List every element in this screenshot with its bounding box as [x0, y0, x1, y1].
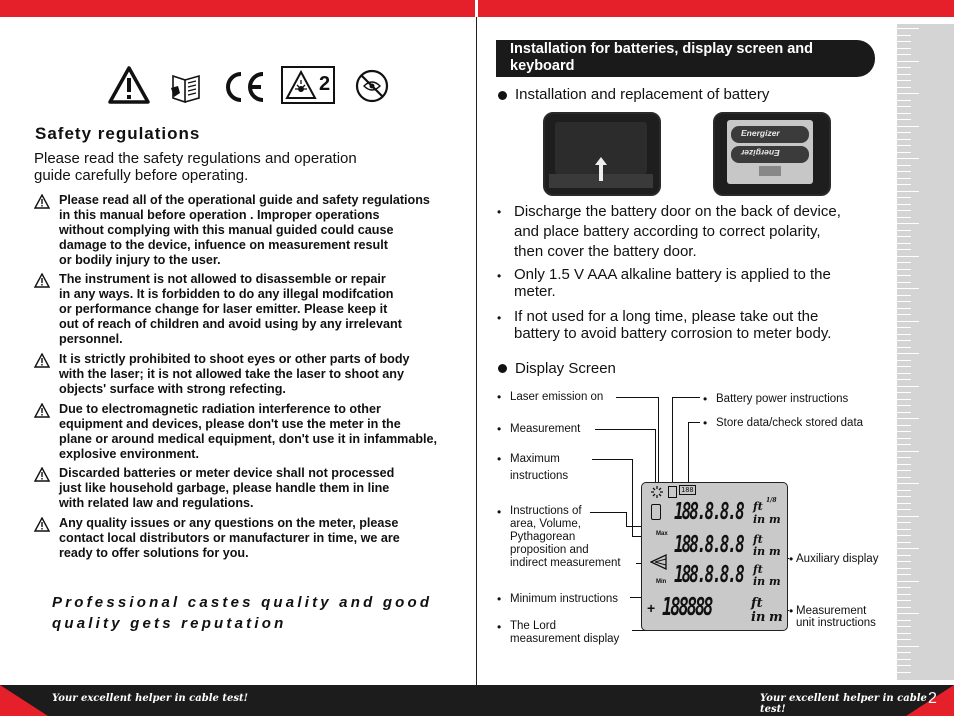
ruler-tick [897, 61, 919, 62]
ruler-tick [897, 126, 919, 127]
banner-line: Installation for batteries, display screen and [510, 41, 813, 57]
ruler-tick [897, 516, 919, 517]
ruler-tick [897, 652, 911, 653]
regulation-line: Due to electromagnetic radiation interference to other [59, 402, 381, 416]
ruler-tick [897, 633, 911, 634]
unit-ft: ft [753, 500, 763, 513]
callout-line: The Lord [510, 620, 557, 632]
ruler-tick [897, 542, 911, 543]
ruler-tick [897, 594, 911, 595]
ruler-tick [897, 620, 911, 621]
regulation-line: Any quality issues or any questions on the meter, please [59, 516, 399, 530]
ruler-tick [897, 574, 911, 575]
ruler-tick [897, 152, 911, 153]
measurement-reference-icon [651, 504, 661, 520]
ruler-tick [897, 535, 911, 536]
bullet: • [497, 422, 502, 436]
step-line: meter. [514, 283, 556, 300]
ruler-tick [897, 425, 911, 426]
ruler-tick [897, 672, 911, 673]
lcd-main-digits: 188888 [662, 593, 712, 622]
step-line: Discharge the battery door on the back of device, [514, 203, 841, 220]
ruler-tick [897, 477, 911, 478]
bullet: • [789, 552, 794, 566]
step-line: If not used for a long time, please take out the [514, 308, 819, 325]
regulation-line: plane or around medical equipment, don't use it in infammable, [59, 432, 438, 446]
ruler-tick [897, 171, 911, 172]
ruler-tick [897, 347, 911, 348]
regulation-line: damage to the device, infuence on measurement result [59, 238, 388, 252]
ruler-tick [897, 301, 911, 302]
battery-heading: Installation and replacement of battery [515, 86, 770, 103]
bottom-left-red-corner [0, 685, 48, 716]
bullet-dot [498, 364, 507, 373]
step-line: then cover the battery door. [514, 243, 697, 260]
regulation-line: equipment and devices, please don't use the meter in the [59, 417, 401, 431]
ruler-tick [897, 470, 911, 471]
ruler-tick [897, 74, 911, 75]
ce-mark-icon [222, 70, 266, 109]
ruler-tick [897, 87, 911, 88]
ruler-tick [897, 314, 911, 315]
ruler-tick [897, 340, 911, 341]
battery-step [514, 308, 831, 342]
ruler-tick [897, 204, 911, 205]
ruler-tick [897, 139, 911, 140]
intro-line: Please read the safety regulations and operation [34, 150, 357, 167]
callout-line: measurement display [510, 633, 620, 645]
lcd-row-1-digits: 188.8.8.8 [674, 497, 743, 525]
regulation-line: It is strictly prohibited to shoot eyes or other parts of body [59, 352, 410, 366]
laser-emission-icon [650, 485, 664, 504]
callout-lord [510, 620, 619, 646]
caution-icon [34, 403, 50, 423]
safety-regulation [59, 516, 400, 561]
ruler-tick [897, 178, 911, 179]
ruler-tick [897, 288, 919, 289]
bullet: • [789, 604, 794, 618]
regulation-line: contact local distributors or manufacturer in time, we are [59, 531, 400, 545]
regulation-line: or performance change for laser emitter. Please keep it [59, 302, 388, 316]
ruler-tick [897, 665, 911, 666]
ruler-tick [897, 321, 919, 322]
warning-triangle-icon [108, 66, 150, 109]
battery-compartment-photo [713, 112, 831, 196]
ruler-tick [897, 106, 911, 107]
ruler-tick [897, 308, 911, 309]
ruler-tick [897, 48, 911, 49]
no-eye-exposure-icon [355, 69, 389, 108]
unit-m: m [769, 513, 781, 526]
ruler-tick [897, 366, 911, 367]
callout-unit [796, 605, 876, 629]
arrow-up-icon [594, 156, 608, 187]
battery-door-photo [543, 112, 661, 196]
regulation-line: or bodily injury to the user. [59, 253, 221, 267]
bullet: • [497, 269, 502, 283]
ruler-tick [897, 158, 919, 159]
callout-line: Measurement [796, 605, 867, 617]
ruler-tick [897, 35, 911, 36]
ruler-tick [897, 295, 911, 296]
ruler-tick [897, 256, 919, 257]
ruler-tick [897, 522, 911, 523]
caution-icon [34, 194, 50, 214]
ruler-tick [897, 464, 911, 465]
footer-slogan-right: Your excellent helper in cable test! [760, 693, 927, 715]
ruler-tick [897, 119, 911, 120]
ruler-tick [897, 269, 911, 270]
laser-class-number: 2 [319, 73, 331, 95]
callout-laser: Laser emission on [510, 391, 604, 403]
ruler-tick [897, 282, 911, 283]
ruler-tick [897, 223, 919, 224]
unit-in: in [753, 545, 766, 558]
callout-line: Pythagorean [510, 531, 576, 543]
ruler-tick [897, 373, 911, 374]
min-label: Min [656, 579, 667, 585]
store-counter: 188 [681, 486, 694, 494]
ruler-tick [897, 490, 911, 491]
intro-line: guide carefully before operating. [34, 167, 249, 184]
safety-regulation [59, 193, 430, 268]
bullet: • [497, 311, 502, 325]
bullet: • [497, 620, 502, 634]
battery-cell [731, 126, 809, 143]
read-manual-icon [169, 70, 203, 109]
battery-brand: Energizer [741, 148, 780, 158]
ruler-tick [897, 262, 911, 263]
callout-line: unit instructions [796, 617, 876, 629]
callout-instructions [510, 505, 621, 570]
ruler-tick [897, 28, 919, 29]
battery-cell [731, 146, 809, 163]
callout-battery-power: Battery power instructions [716, 393, 849, 405]
ruler-tick [897, 613, 919, 614]
plus-sign: + [647, 600, 656, 616]
caution-icon [34, 273, 50, 293]
quality-slogan [52, 592, 432, 634]
slogan-line: quality gets reputation [52, 615, 287, 632]
unit-in: in [753, 513, 766, 526]
ruler-tick [897, 496, 911, 497]
ruler-tick [897, 555, 911, 556]
ruler-tick [897, 217, 911, 218]
step-line: battery to avoid battery corrosion to meter body. [514, 325, 832, 342]
ruler-tick [897, 113, 911, 114]
bullet: • [497, 390, 502, 404]
lcd-row-3-digits: 188.8.8.8 [674, 560, 743, 588]
unit-ft: ft [751, 596, 763, 611]
page-divider [476, 17, 477, 685]
banner-line: keyboard [510, 58, 575, 74]
ruler-tick [897, 412, 911, 413]
lcd-display [641, 482, 788, 631]
display-heading: Display Screen [515, 360, 616, 377]
callout-line: Instructions of [510, 505, 582, 517]
ruler-tick [897, 639, 911, 640]
unit-m: m [769, 545, 781, 558]
ruler-tick [897, 243, 911, 244]
ruler-tick [897, 275, 911, 276]
ruler-tick [897, 327, 911, 328]
bullet: • [497, 452, 502, 466]
section-banner [496, 40, 875, 77]
regulation-line: in this manual before operation . Improper operations [59, 208, 380, 222]
ruler-tick [897, 509, 911, 510]
ruler-tick [897, 210, 911, 211]
unit-fraction: 1/8 [766, 497, 777, 504]
ruler-tick [897, 503, 911, 504]
safety-regulation [59, 466, 394, 511]
ruler-tick [897, 444, 911, 445]
ruler-tick [897, 646, 919, 647]
footer-slogan-left: Your excellent helper in cable test! [52, 693, 248, 704]
ruler-tick [897, 334, 911, 335]
ruler-tick [897, 431, 911, 432]
regulation-line: with related law and regulations. [59, 496, 254, 510]
ruler-tick [897, 379, 911, 380]
ruler-tick [897, 451, 919, 452]
ruler-tick [897, 587, 911, 588]
regulation-line: without complying with this manual guided could cause [59, 223, 394, 237]
callout-line: indirect measurement [510, 557, 621, 569]
ruler-tick [897, 353, 919, 354]
laser-class-badge [281, 66, 335, 104]
callout-line: Maximum [510, 453, 560, 465]
safety-regulation [59, 402, 437, 462]
ruler-tick [897, 145, 911, 146]
ruler-tick [897, 191, 919, 192]
unit-m: m [769, 575, 781, 588]
callout-line: proposition and [510, 544, 589, 556]
bullet: • [497, 505, 502, 519]
ruler-tick [897, 529, 911, 530]
ruler-tick [897, 54, 911, 55]
regulation-line: with the laser; it is not allowed take the laser to shoot any [59, 367, 404, 381]
callout-line: instructions [510, 470, 569, 482]
step-line: Only 1.5 V AAA alkaline battery is applied to the [514, 266, 831, 283]
regulation-line: in any ways. It is forbidden to do any illegal modifcation [59, 287, 394, 301]
callout-line: area, Volume, [510, 518, 581, 530]
bullet: • [497, 205, 502, 219]
ruler-tick [897, 626, 911, 627]
unit-in: in [751, 610, 766, 625]
ruler-tick [897, 230, 911, 231]
safety-intro [34, 150, 357, 184]
ruler-tick [897, 600, 911, 601]
callout-store: Store data/check stored data [716, 417, 864, 429]
regulation-line: Please read all of the operational guide and safety regulations [59, 193, 430, 207]
page-number: 2 [928, 690, 937, 707]
regulation-line: objects' surface with strong refecting. [59, 382, 286, 396]
ruler-tick [897, 607, 911, 608]
ruler-tick [897, 659, 911, 660]
ruler-tick [897, 236, 911, 237]
bullet: • [497, 592, 502, 606]
ruler-tick [897, 568, 911, 569]
slogan-line: Professional castes quality and good [52, 594, 433, 611]
regulation-line: The instrument is not allowed to disassemble or repair [59, 272, 386, 286]
ruler-tick [897, 100, 911, 101]
safety-regulation [59, 352, 410, 397]
ruler-tick [897, 197, 911, 198]
ruler-tick [897, 399, 911, 400]
callout-measurement: Measurement [510, 423, 581, 435]
unit-ft: ft [753, 533, 763, 546]
ruler-tick [897, 457, 911, 458]
top-bar-gap [475, 0, 478, 17]
callout-minimum: Minimum instructions [510, 593, 618, 605]
unit-in: in [753, 575, 766, 588]
bullet-dot [498, 91, 507, 100]
unit-ft: ft [753, 563, 763, 576]
caution-icon [34, 353, 50, 373]
bullet: • [703, 416, 708, 430]
bullet: • [703, 392, 708, 406]
laser-warning-icon [285, 70, 317, 105]
ruler-tick [897, 581, 919, 582]
ruler-tick [897, 360, 911, 361]
safety-title: Safety regulations [35, 124, 201, 143]
battery-step [514, 266, 831, 300]
battery-brand: Energizer [741, 128, 780, 138]
step-line: and place battery according to correct polarity, [514, 223, 821, 240]
regulation-line: just like household garbage, please handle them in line [59, 481, 390, 495]
lcd-row-2-digits: 188.8.8.8 [674, 530, 743, 558]
ruler-tick [897, 392, 911, 393]
max-label: Max [656, 531, 668, 537]
regulation-line: explosive environment. [59, 447, 199, 461]
caution-icon [34, 467, 50, 487]
caution-icon [34, 517, 50, 537]
ruler-tick [897, 93, 919, 94]
regulation-line: Discarded batteries or meter device shall not processed [59, 466, 395, 480]
ruler-tick [897, 165, 911, 166]
ruler-tick [897, 483, 919, 484]
callout-auxiliary: Auxiliary display [796, 553, 879, 565]
ruler-tick [897, 67, 911, 68]
unit-m: m [769, 610, 783, 625]
safety-regulation [59, 272, 402, 347]
callout-maximum [510, 452, 568, 483]
regulation-line: personnel. [59, 332, 123, 346]
ruler-tick [897, 41, 911, 42]
ruler-tick [897, 80, 911, 81]
ruler-tick [897, 132, 911, 133]
regulation-line: ready to offer solutions for you. [59, 546, 249, 560]
ruler-tick [897, 438, 911, 439]
ruler-tick [897, 405, 911, 406]
ruler-tick [897, 548, 919, 549]
battery-contact [759, 166, 781, 176]
ruler-tick [897, 561, 911, 562]
ruler-tick [897, 418, 919, 419]
area-volume-icon [650, 553, 668, 576]
regulation-line: out of reach of children and avoid using by any irrelevant [59, 317, 402, 331]
battery-step [514, 202, 841, 262]
ruler-tick [897, 386, 919, 387]
ruler-strip [897, 24, 954, 680]
ruler-tick [897, 249, 911, 250]
ruler-tick [897, 184, 911, 185]
